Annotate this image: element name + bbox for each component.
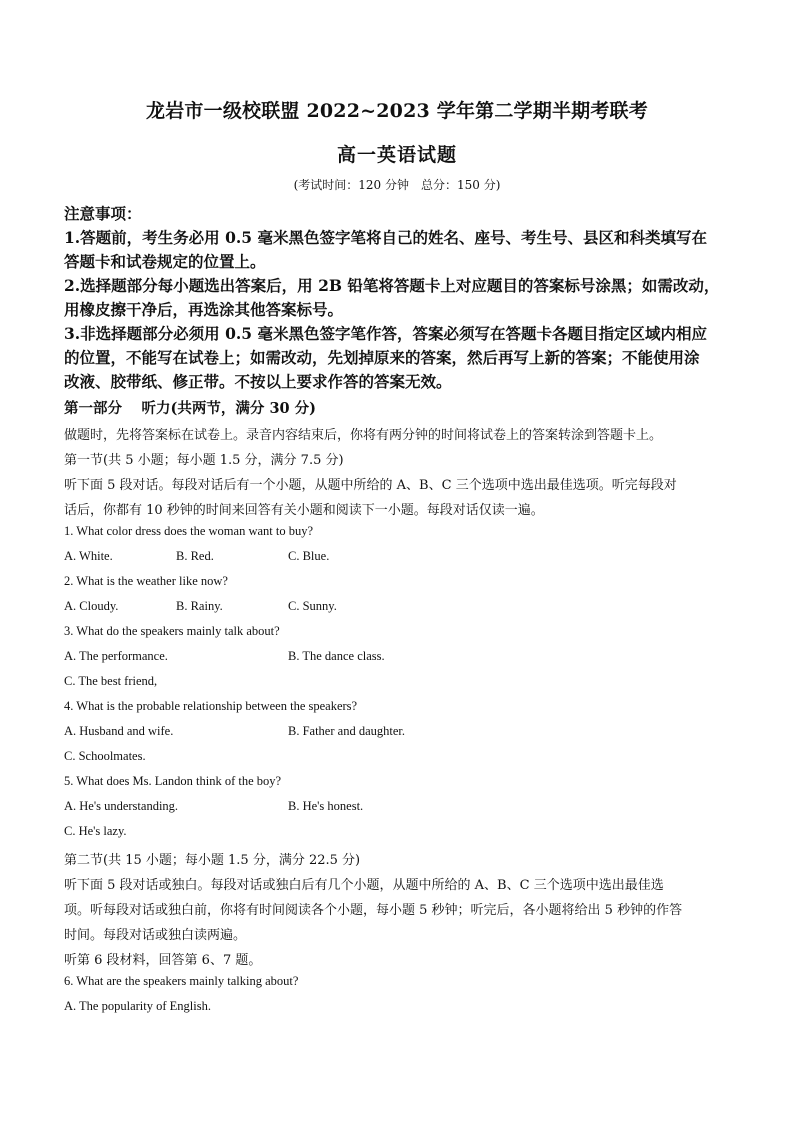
section1-instruction: 听下面 5 段对话。每段对话后有一个小题，从题中所给的 A、B、C 三个选项中选出最佳选项。听完每段对 (64, 478, 677, 493)
question-text: 5. What does Ms. Landon think of the boy? (64, 774, 282, 788)
option-b: B. Rainy. (176, 599, 223, 613)
notes-heading: 注意事项： (64, 204, 142, 223)
exam-info: (考试时间：120 分钟 总分：150 分) (293, 178, 501, 192)
notes-line: 2.选择题部分每小题选出答案后，用 2B 铅笔将答题卡上对应题目的答案标号涂黑；如需改动， (64, 276, 720, 295)
option-b: B. He's honest. (288, 799, 364, 813)
subject-title: 高一英语试题 (336, 144, 457, 166)
section1-heading: 第一节(共 5 小题；每小题 1.5 分，满分 7.5 分) (64, 453, 344, 468)
notes-line: 的位置，不能写在试卷上；如需改动，先划掉原来的答案，然后再写上新的答案；不能使用涂 (64, 348, 700, 367)
option-a: A. Husband and wife. (64, 724, 174, 738)
part1-heading: 第一部分 听力(共两节，满分 30 分) (64, 400, 317, 417)
section2-heading: 第二节(共 15 小题；每小题 1.5 分，满分 22.5 分) (64, 853, 361, 868)
option-a: A. White. (64, 549, 113, 563)
question-text: 4. What is the probable relationship between the speakers? (64, 699, 358, 713)
question-text: 1. What color dress does the woman want to buy? (64, 524, 314, 538)
option-c: C. Schoolmates. (64, 749, 146, 763)
notes-line: 改液、胶带纸、修正带。不按以上要求作答的答案无效。 (64, 372, 452, 391)
option-c: C. He's lazy. (64, 824, 127, 838)
question-text: 3. What do the speakers mainly talk about? (64, 624, 280, 638)
option-c: C. Blue. (288, 549, 330, 563)
material-note: 听第 6 段材料，回答第 6、7 题。 (64, 953, 262, 968)
option-c: C. The best friend, (64, 674, 158, 688)
exam-title: 龙岩市一级校联盟 2022~2023 学年第二学期半期考联考 (146, 100, 648, 122)
notes-line: 3.非选择题部分必须用 0.5 毫米黑色签字笔作答，答案必须写在答题卡各题目指定区域内相应 (64, 324, 707, 343)
option-a: A. Cloudy. (64, 599, 119, 613)
notes-line: 用橡皮擦干净后，再选涂其他答案标号。 (64, 300, 344, 319)
option-b: B. Father and daughter. (288, 724, 405, 738)
section2-instruction: 听下面 5 段对话或独白。每段对话或独白后有几个小题，从题中所给的 A、B、C 三个选项中选出最佳选 (64, 878, 664, 893)
question-text: 2. What is the weather like now? (64, 574, 228, 588)
option-c: C. Sunny. (288, 599, 337, 613)
option-b: B. Red. (176, 549, 214, 563)
part1-intro: 做题时，先将答案标在试卷上。录音内容结束后，你将有两分钟的时间将试卷上的答案转涂到答题卡上。 (64, 428, 663, 443)
question-text: 6. What are the speakers mainly talking about? (64, 974, 299, 988)
section2-instruction: 时间。每段对话或独白读两遍。 (64, 928, 247, 943)
section1-instruction: 话后，你都有 10 秒钟的时间来回答有关小题和阅读下一小题。每段对话仅读一遍。 (64, 503, 544, 518)
section2-instruction: 项。听每段对话或独白前，你将有时间阅读各个小题，每小题 5 秒钟；听完后，各小题将给出 5 秒钟的作答 (64, 903, 683, 918)
option-b: B. The dance class. (288, 649, 385, 663)
notes-line: 1.答题前，考生务必用 0.5 毫米黑色签字笔将自己的姓名、座号、考生号、县区和科类填写在 (64, 228, 707, 247)
option-a: A. The popularity of English. (64, 999, 211, 1013)
notes-line: 答题卡和试卷规定的位置上。 (64, 252, 266, 271)
option-a: A. He's understanding. (64, 799, 179, 813)
option-a: A. The performance. (64, 649, 168, 663)
